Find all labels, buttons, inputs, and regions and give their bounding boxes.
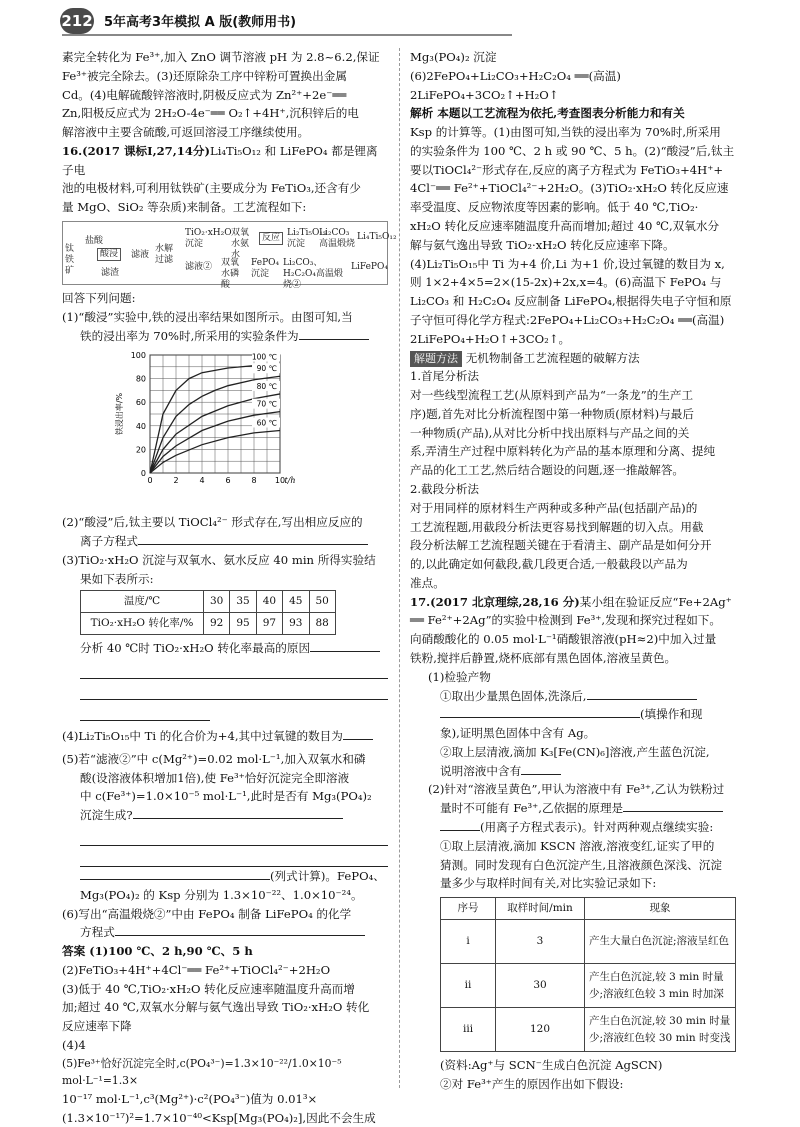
table-cell: 产生白色沉淀,较 3 min 时量少;溶液红色较 3 min 时加深 (585, 964, 736, 1008)
table-cell: 45 (283, 591, 309, 613)
y-tick-label: 80 (135, 374, 146, 384)
answer-line-text: 加;超过 40 ℃,双氧水分解与氨气逸出导致 TiO₂·xH₂O 转化 (62, 1000, 370, 1015)
table-header: TiO₂·xH₂O 转化率/% (81, 613, 204, 635)
q16-heading: 16.(2017 课标Ⅰ,27,14分)Li₄Ti₅O₁₂ 和 LiFePO₄ 都是锂离子电 (62, 143, 378, 177)
flow-acid-box: 酸浸 (97, 248, 121, 261)
table-cell: 92 (204, 613, 230, 635)
q3-after: 分析 40 ℃时 TiO₂·xH₂O 转化率最高的原因 (62, 639, 388, 658)
q5-line: 中 c(Fe³⁺)=1.0×10⁻⁵ mol·L⁻¹,此时是否有 Mg₃(PO₄)₂ (80, 789, 372, 804)
x-tick-label: 6 (225, 476, 231, 486)
q16-number: 16.(2017 课标Ⅰ,27,14分) (62, 143, 210, 158)
y-axis-label: 铁浸出率/% (115, 393, 124, 436)
q6-line: (6)写出“高温煅烧②”中由 FePO₄ 制备 LiFePO₄ 的化学 (62, 906, 352, 921)
q3-line: 果如下表所示: (80, 571, 154, 586)
flow-li2ti: Li₂Ti₅O₁₅沉淀 (287, 228, 327, 249)
q17-heading: 17.(2017 北京理综,28,16 分)某小组在验证反应“Fe+2Ag⁺ (410, 594, 732, 609)
method-line: 段分析法解工艺流程题关键在于看清主、副产品是如何分开 (410, 538, 712, 553)
q4-line: (4)Li₂Ti₅O₁₅中 Ti 的化合价为+4,其中过氧键的数目为 (62, 727, 388, 746)
q5-line: 沉淀生成? (62, 806, 388, 825)
q17-2: 量时不可能有 Fe³⁺,乙依据的原理是 (410, 799, 740, 818)
table-cell: 3 (496, 920, 585, 964)
table-cell: 88 (309, 613, 335, 635)
leaching-rate-chart (112, 347, 312, 507)
analysis-line: 4Cl⁻══ Fe²⁺+TiOCl₄²⁻+2H₂O。(3)TiO₂·xH₂O 转化反应速 (410, 181, 729, 196)
method-line: 工艺流程题,用截段分析法更容易找到解题的切入点。用截 (410, 519, 704, 534)
table-cell: 产生大量白色沉淀;溶液呈红色 (585, 920, 736, 964)
flow-residue: 滤渣 (101, 268, 120, 279)
q5-line: (5)若“滤液②”中 c(Mg²⁺)=0.02 mol·L⁻¹,加入双氧水和磷 (62, 751, 366, 766)
experiment-table (440, 897, 736, 1052)
flow-hydrolysis: 水解过滤 (155, 244, 174, 265)
series-label: 60 ℃ (256, 418, 277, 428)
q17-2d: ②对 Fe³⁺产生的原因作出如下假设: (440, 1076, 624, 1091)
answer-blank[interactable] (80, 867, 270, 880)
flow-fepo4: FePO₄沉淀 (251, 258, 280, 279)
q17-2c: ①取上层清液,滴加 KSCN 溶液,溶液变红,证实了甲的 (440, 838, 715, 853)
method-line: 的,以此确定如何截段,截几段更合适,一般截段以产品为 (410, 557, 688, 572)
answer-line-text: (5)Fe³⁺恰好沉淀完全时,c(PO₄³⁻)=1.3×10⁻²²/1.0×10⁻⁵ mol·L⁻¹=1.3× (62, 1056, 342, 1088)
answer-line[interactable] (80, 700, 210, 721)
q5-tail: Mg₃(PO₄)₂ 的 Ksp 分别为 1.3×10⁻²²、1.0×10⁻²⁴。 (80, 887, 363, 902)
method-line: 产品的化工工艺,然后结合题设的问题,逐一推敲解答。 (410, 463, 685, 478)
answer-blank[interactable] (133, 806, 343, 819)
flow-li4ti: Li₄Ti₅O₁₂ (357, 232, 397, 243)
q6-line: 方程式 (62, 923, 388, 942)
flow-filtrate: 滤液 (131, 250, 150, 261)
table-cell: 30 (496, 964, 585, 1008)
answer-blank[interactable] (440, 818, 480, 831)
method-tag: 解题方法 (410, 351, 462, 368)
table-row (441, 920, 736, 964)
table-header: 温度/℃ (81, 591, 204, 613)
flow-tio2: TiO₂·xH₂O沉淀 (185, 228, 232, 249)
q5-tail: (列式计算)。FePO₄、 (62, 867, 388, 886)
conversion-table (80, 590, 336, 635)
q17-number: 17.(2017 北京理综,28,16 分) (410, 594, 580, 609)
analysis-line: 子守恒可得化学方程式:2FePO₄+Li₂CO₃+H₂C₂O₄ ══(高温) (410, 312, 725, 327)
table-cell: 40 (256, 591, 282, 613)
page-number: 212 (60, 8, 94, 34)
left-column (62, 48, 397, 1127)
answer-blank[interactable] (587, 687, 697, 700)
answer-line-text: 反应速率下降 (62, 1019, 132, 1034)
answer-line-text: 10⁻¹⁷ mol·L⁻¹,c³(Mg²⁺)·c²(PO₄³⁻)值为 0.01³× (62, 1091, 318, 1106)
q17-line: ══ Fe²⁺+2Ag”的实验中检测到 Fe³⁺,发现和探究过程如下。 (410, 613, 721, 628)
answer-prompt: 回答下列问题: (62, 291, 136, 306)
method-line: 对于用同样的原材料生产两种或多种产品(包括副产品)的 (410, 500, 698, 515)
answer-line[interactable] (80, 658, 388, 679)
right-column (410, 48, 740, 1094)
series-label: 100 ℃ (251, 352, 277, 362)
answer-blank[interactable] (115, 923, 365, 936)
answer-blank[interactable] (310, 639, 380, 652)
method-heading: 解题方法 无机物制备工艺流程题的破解方法 (410, 349, 740, 368)
answer-line-text: (1.3×10⁻¹⁷)²=1.7×10⁻⁴⁰<Ksp[Mg₃(PO₄)₂],因此不会生成 (62, 1110, 376, 1125)
text-line: (6)2FePO₄+Li₂CO₃+H₂C₂O₄ ══(高温) 2LiFePO₄+3CO₂↑+H₂O↑ (410, 68, 621, 102)
table-cell: 产生白色沉淀,较 30 min 时量少;溶液红色较 30 min 时变浅 (585, 1008, 736, 1052)
note: (资料:Ag⁺与 SCN⁻生成白色沉淀 AgSCN) (440, 1058, 663, 1073)
y-tick-label: 20 (135, 445, 146, 455)
answer-blank[interactable] (343, 727, 373, 740)
analysis-line: 的实验条件为 100 ℃、2 h 或 90 ℃、5 h。(2)“酸浸”后,钛主 (410, 143, 735, 158)
q17-line: 向硝酸酸化的 0.05 mol·L⁻¹硝酸银溶液(pH≈2)中加入过量 (410, 632, 717, 647)
flow-filtrate2: 滤液② (185, 262, 213, 273)
x-axis-label: t/h (284, 476, 296, 486)
analysis-line: 解与氨气逸出导致 TiO₂·xH₂O 转化反应速率下降。 (410, 237, 675, 252)
answer-line[interactable] (80, 679, 388, 700)
analysis-line: (4)Li₂Ti₅O₁₅中 Ti 为+4 价,Li 为+1 价,设过氧键的数目为 x, (410, 256, 725, 271)
text-line: 量 MgO、SiO₂ 等杂质)来制备。工艺流程如下: (62, 200, 307, 215)
flow-li2co3: Li₂CO₃高温煅烧 (319, 228, 356, 249)
table-cell: ⅱ (441, 964, 496, 1008)
series-label: 70 ℃ (256, 400, 277, 410)
method-line: 一种物质(产品),从对比分析中找出原料与产品之间的关 (410, 425, 690, 440)
flow-ore: 钛铁矿 (65, 244, 75, 276)
answer-line-text: (3)低于 40 ℃,TiO₂·xH₂O 转化反应速率随温度升高而增 (62, 981, 355, 996)
method-line: 序)题,首先对比分析流程图中第一种物质(原材料)与最后 (410, 406, 694, 421)
method1-title: 1.首尾分析法 (410, 369, 480, 384)
table-cell: 120 (496, 1008, 585, 1052)
method-line: 系,弄清生产过程中原料转化为产品的基本原理和分离、提纯 (410, 444, 716, 459)
analysis-line: 则 1×2+4×5=2×(15-2x)+2x,x=4。(6)高温下 FePO₄ 与 (410, 275, 722, 290)
answer-blank[interactable] (440, 705, 640, 718)
y-tick-label: 0 (140, 469, 146, 479)
x-tick-label: 4 (199, 476, 205, 486)
x-tick-label: 10 (274, 476, 286, 486)
q2-line: (2)“酸浸”后,钛主要以 TiOCl₄²⁻ 形式存在,写出相应反应的 (62, 515, 363, 530)
x-tick-label: 2 (173, 476, 179, 486)
q17-1a: ①取出少量黑色固体,洗涤后, (410, 687, 740, 706)
flow-acid: 盐酸 (85, 236, 104, 247)
x-tick-label: 0 (147, 476, 153, 486)
analysis-line: 2LiFePO₄+H₂O↑+3CO₂↑。 (410, 331, 571, 346)
answer-line[interactable] (80, 825, 388, 846)
table-header: 取样时间/min (496, 898, 585, 920)
analysis-line: Li₂CO₃ 和 H₂C₂O₄ 反应制备 LiFePO₄,根据得失电子守恒和原 (410, 294, 732, 309)
analysis-line: Ksp 的计算等。(1)由图可知,当铁的浸出率为 70%时,所采用 (410, 125, 721, 140)
flow-h2o2-h3po4: 双氧水磷酸 (221, 258, 240, 290)
q17-1: (1)检验产物 (428, 669, 491, 684)
table-cell: 30 (204, 591, 230, 613)
q1-line: 铁的浸出率为 70%时,所采用的实验条件为 (62, 327, 388, 346)
table-row (441, 1008, 736, 1052)
method2-title: 2.截段分析法 (410, 481, 480, 496)
text-line: Fe³⁺被完全除去。(3)还原除杂工序中锌粉可置换出金属 (62, 68, 347, 83)
series-label: 90 ℃ (256, 364, 277, 374)
q1-line: (1)“酸浸”实验中,铁的浸出率结果如图所示。由图可知,当 (62, 309, 353, 324)
text-line: Zn,阳极反应式为 2H₂O-4e⁻══ O₂↑+4H⁺,沉积锌后的电 (62, 106, 359, 121)
process-flowchart (62, 221, 397, 290)
q17-line: 铁粉,搅拌后静置,烧杯底部有黑色固体,溶液呈黄色。 (410, 651, 677, 665)
table-cell: ⅲ (441, 1008, 496, 1052)
method-line: 对一些线型流程工艺(从原料到产品为“一条龙”的生产工 (410, 388, 694, 403)
x-tick-label: 8 (251, 476, 257, 486)
q3-line: (3)TiO₂·xH₂O 沉淀与双氧水、氨水反应 40 min 所得实验结 (62, 552, 376, 567)
q17-2c: 量多少与取样时间有关,对比实验记录如下: (440, 876, 657, 891)
q17-2c: 猜测。同时发现有白色沉淀产生,且溶液颜色深浅、沉淀 (440, 857, 722, 872)
analysis-line: 率受温度、反应物浓度等因素的影响。低于 40 ℃,TiO₂· (410, 200, 699, 215)
flow-lifepo4: LiFePO₄ (351, 262, 388, 273)
answer-line-text: (2)FeTiO₃+4H⁺+4Cl⁻══ Fe²⁺+TiOCl₄²⁻+2H₂O (62, 962, 331, 977)
y-tick-label: 60 (135, 398, 146, 408)
answer-blank[interactable] (623, 799, 723, 812)
text-line: 素完全转化为 Fe³⁺,加入 ZnO 调节溶液 pH 为 2.8~6.2,保证 (62, 50, 380, 64)
q17-1b: 说明溶液中含有 (410, 762, 740, 781)
flow-react-box: 反应 (259, 232, 283, 245)
text-line: Cd。(4)电解硫酸锌溶液时,阴极反应式为 Zn²⁺+2e⁻══ (62, 87, 347, 102)
answer-heading: 答案 (1)100 ℃、2 h,90 ℃、5 h (62, 944, 253, 959)
answer-blank[interactable] (521, 762, 561, 775)
y-tick-label: 40 (135, 422, 146, 432)
answer-line[interactable] (80, 846, 388, 867)
q17-2: (2)针对“溶液呈黄色”,甲认为溶液中有 Fe³⁺,乙认为铁粉过 (428, 782, 725, 797)
q17-2b: (用离子方程式表示)。针对两种观点继续实验: (410, 818, 740, 837)
table-cell: 95 (230, 613, 256, 635)
table-cell: ⅰ (441, 920, 496, 964)
column-divider (399, 48, 400, 1088)
answer-blank[interactable] (299, 327, 369, 340)
q2-line: 离子方程式 (62, 532, 388, 551)
flow-h2o2: 双氧水氨水 (231, 228, 250, 260)
q17-1a-end: 象),证明黑色固体中含有 Ag。 (440, 726, 596, 741)
answer-blank[interactable] (138, 532, 368, 545)
page-header (0, 0, 800, 42)
header-rule (62, 34, 512, 36)
table-cell: 35 (230, 591, 256, 613)
book-title: 5年高考3年模拟 A 版(教师用书) (104, 15, 297, 30)
table-cell: 50 (309, 591, 335, 613)
table-header: 序号 (441, 898, 496, 920)
q17-1a-tail: (填操作和现 (410, 705, 740, 724)
series-label: 80 ℃ (256, 382, 277, 392)
table-row (441, 964, 736, 1008)
table-header: 现象 (585, 898, 736, 920)
table-cell: 93 (283, 613, 309, 635)
answer-line-text: (4)4 (62, 1038, 86, 1052)
text-line: 池的电极材料,可利用钛铁矿(主要成分为 FeTiO₃,还含有少 (62, 181, 361, 196)
method-line: 准点。 (410, 575, 445, 590)
analysis-heading: 解析 本题以工艺流程为依托,考查图表分析能力和有关 (410, 106, 685, 121)
analysis-line: xH₂O 转化反应速率随温度升高而增加;超过 40 ℃,双氧水分 (410, 219, 720, 234)
q17-1b: ②取上层清液,滴加 K₃[Fe(CN)₆]溶液,产生蓝色沉淀, (440, 744, 710, 759)
q5-line: 酸(设溶液体积增加1倍),使 Fe³⁺恰好沉淀完全即溶液 (80, 770, 350, 785)
analysis-line: 要以TiOCl₄²⁻形式存在,反应的离子方程式为 FeTiO₃+4H⁺+ (410, 162, 724, 177)
text-line: 解溶液中主要含硫酸,可返回溶浸工序继续使用。 (62, 125, 310, 140)
flow-li2co3-h2c2o4: Li₂CO₃、H₂C₂O₄高温煅烧② (283, 258, 343, 290)
y-tick-label: 100 (130, 351, 146, 361)
table-cell: 97 (256, 613, 282, 635)
text-line: Mg₃(PO₄)₂ 沉淀 (410, 50, 497, 64)
